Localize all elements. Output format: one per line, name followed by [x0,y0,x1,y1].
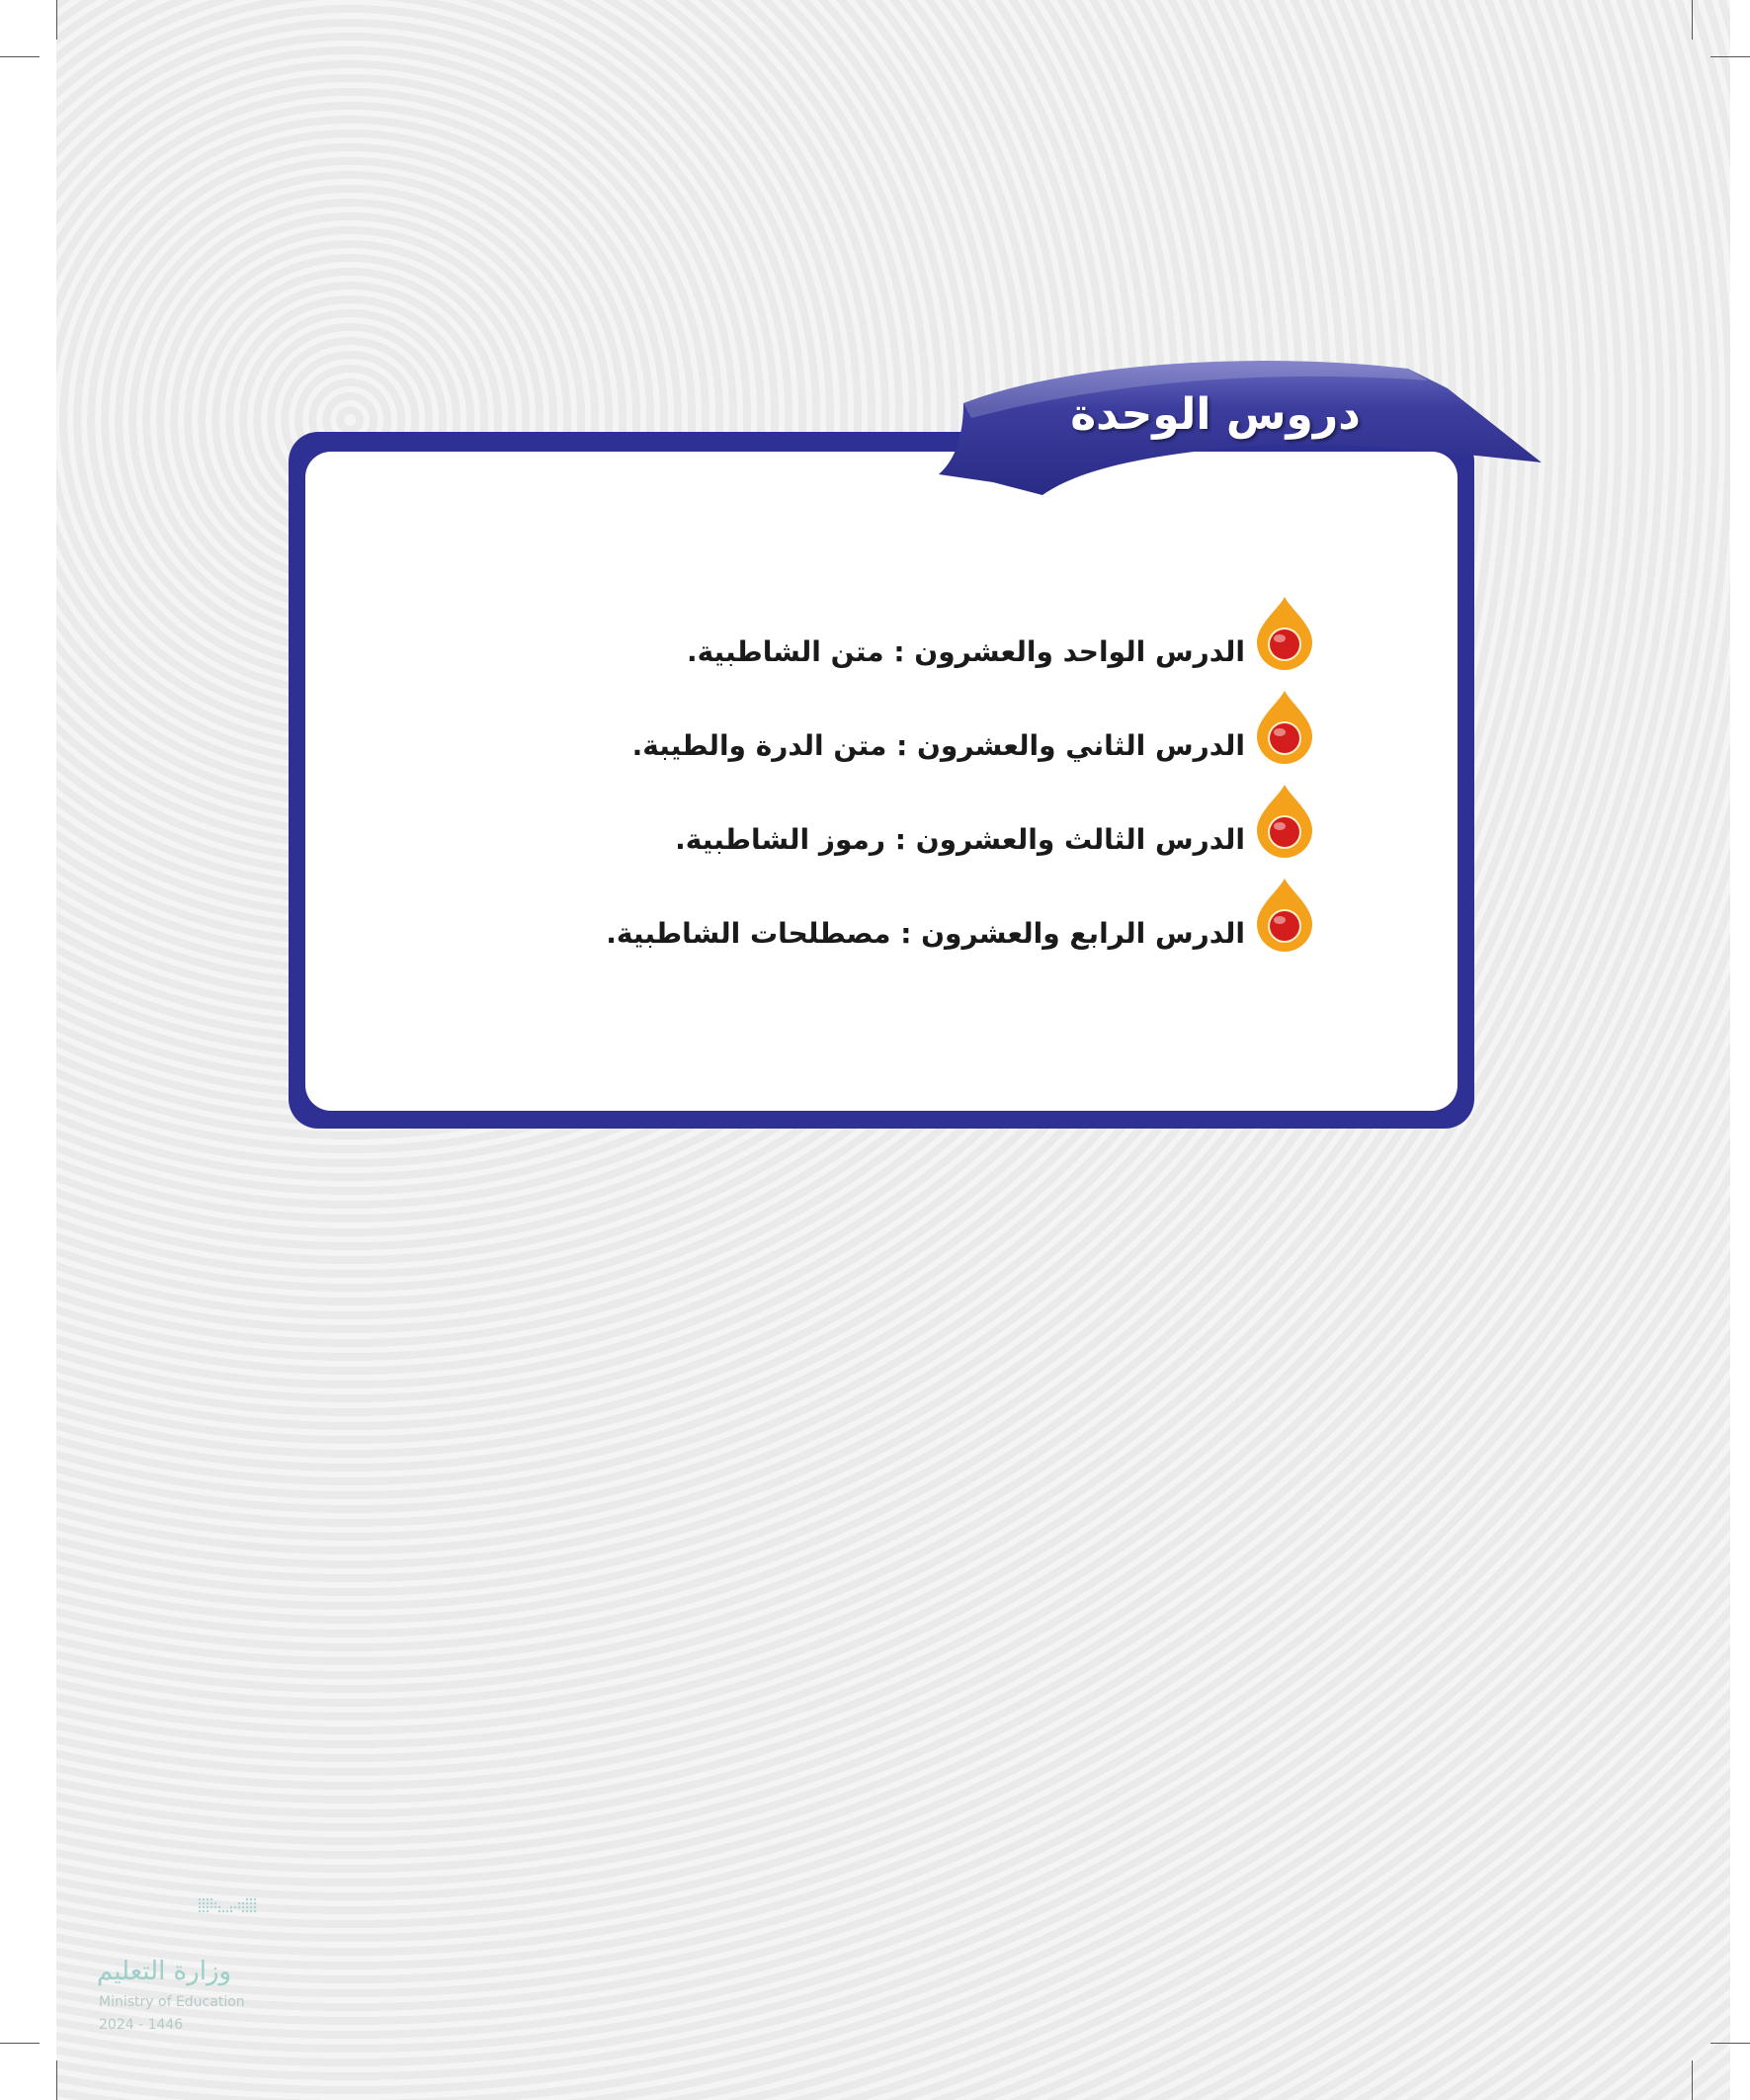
crop-mark [1692,2060,1693,2100]
drop-bullet-icon [1255,783,1314,860]
crop-mark [0,2043,40,2044]
lesson-label: الدرس الرابع والعشرون : مصطلحات الشاطبية. [606,917,1245,950]
crop-mark [1710,2043,1750,2044]
crop-mark [0,56,40,57]
lesson-label: الدرس الثاني والعشرون : متن الدرة والطيبة. [631,729,1245,762]
edition-year: 2024 - 1446 [99,2017,184,2033]
drop-bullet-icon [1255,689,1314,766]
ministry-name-english: Ministry of Education [99,1994,245,2010]
left-margin [0,0,56,2100]
lesson-item-22 [553,689,1314,783]
crop-mark [1710,56,1750,57]
lesson-list [553,595,1314,970]
lesson-item-23 [553,783,1314,877]
right-margin [1730,0,1750,2100]
crop-mark [56,0,57,40]
page-title: دروس الوحدة [1070,389,1361,440]
lesson-item-21 [553,595,1314,689]
lesson-label: الدرس الثالث والعشرون : رموز الشاطبية. [675,823,1245,856]
ministry-logo-icon [97,1895,334,1955]
drop-bullet-icon [1255,595,1314,672]
drop-bullet-icon [1255,877,1314,954]
crop-mark [56,2060,57,2100]
lesson-item-24 [553,877,1314,970]
ministry-name-arabic: وزارة التعليم [97,1957,232,1986]
crop-mark [1692,0,1693,40]
lesson-label: الدرس الواحد والعشرون : متن الشاطبية. [686,635,1245,668]
